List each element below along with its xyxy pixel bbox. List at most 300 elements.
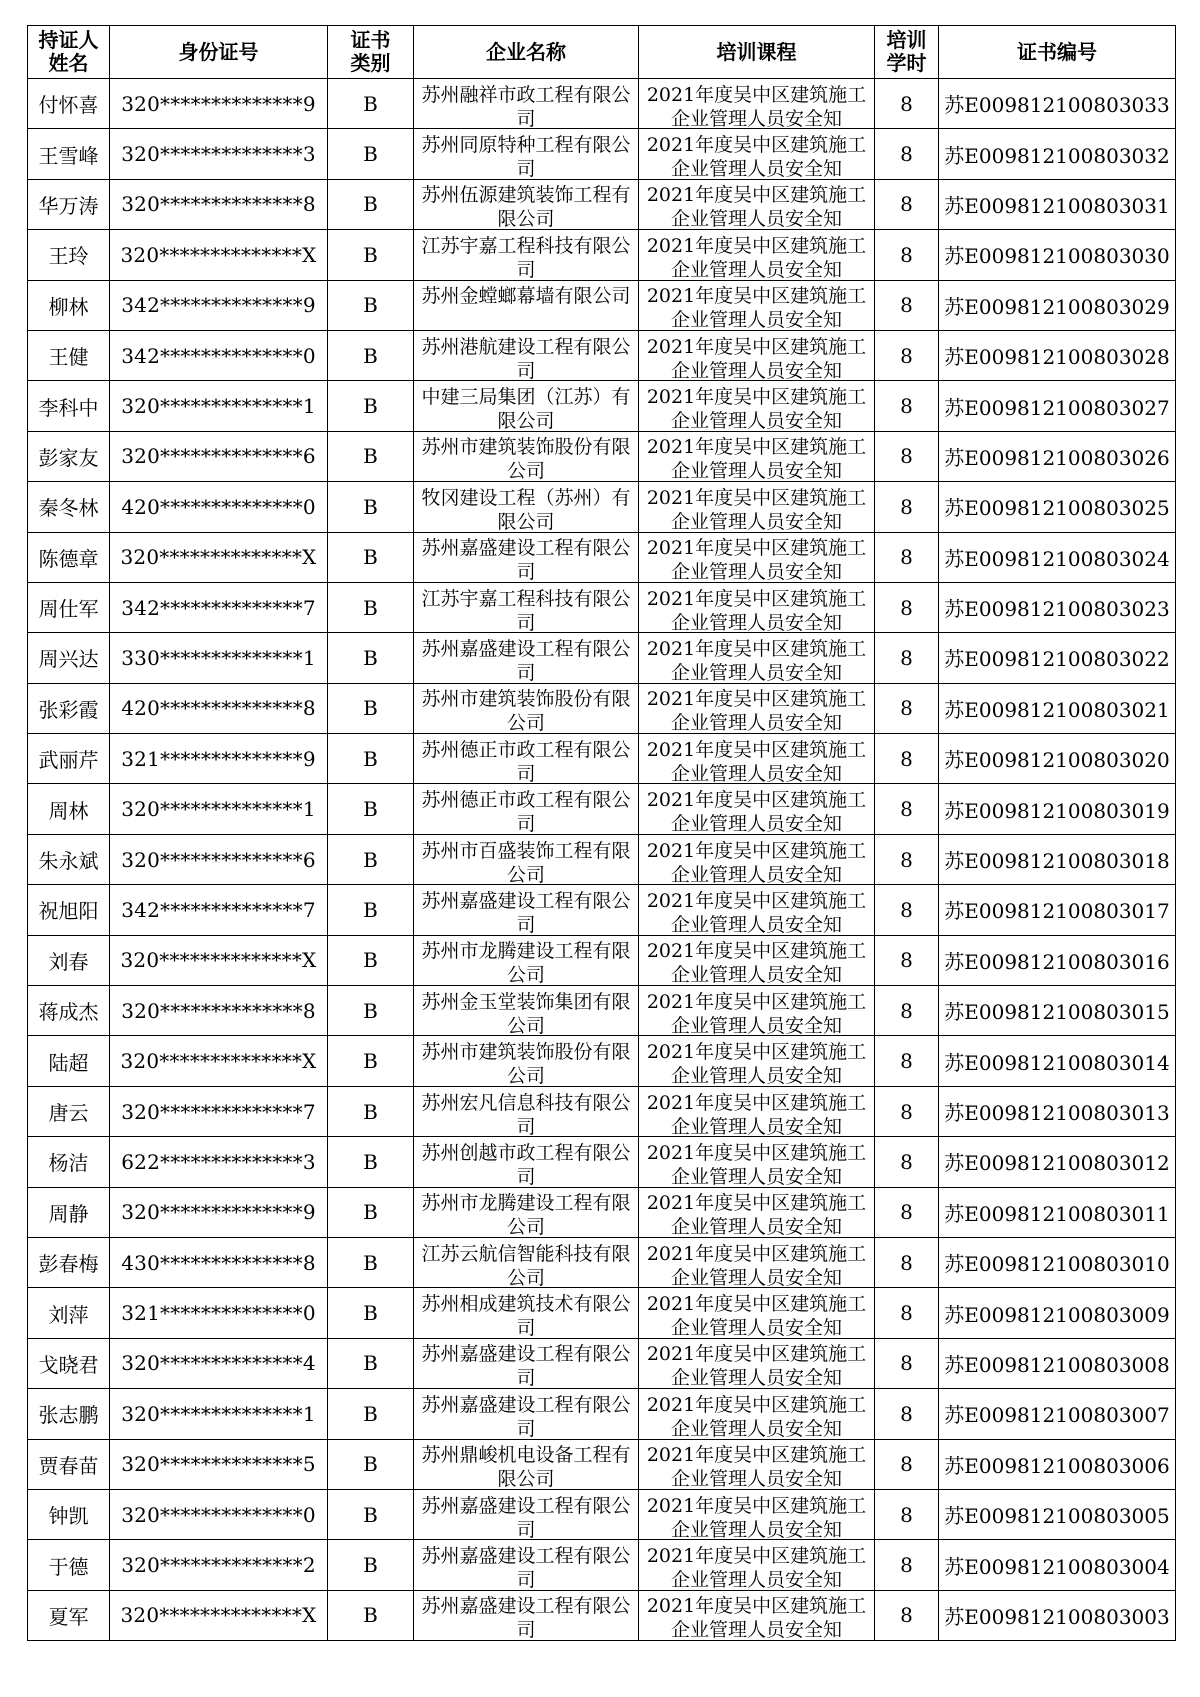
table-row [28, 280, 1176, 330]
company-cell-text: 苏州市龙腾建设工程有限公司 [421, 940, 631, 984]
cert-number-cell: 苏E009812100803015 [939, 986, 1176, 1036]
id-number-cell: 320**************6 [110, 834, 328, 884]
course-cell-text: 2021年度吴中区建筑施工企业管理人员安全知 [646, 1494, 867, 1538]
table-row [28, 1439, 1176, 1489]
cert-number-cell: 苏E009812100803007 [939, 1389, 1176, 1439]
cert-number-cell: 苏E009812100803023 [939, 582, 1176, 632]
id-number-cell: 320**************1 [110, 784, 328, 834]
cert-number-cell: 苏E009812100803019 [939, 784, 1176, 834]
company-cell-text: 苏州金螳螂幕墙有限公司 [421, 285, 631, 308]
hours-cell: 8 [875, 1288, 939, 1338]
hours-cell: 8 [875, 633, 939, 683]
course-cell [639, 1338, 875, 1388]
holder-name-cell: 彭家友 [28, 431, 110, 481]
course-cell [639, 683, 875, 733]
table-row [28, 986, 1176, 1036]
id-number-cell: 320**************4 [110, 1338, 328, 1388]
course-cell [639, 280, 875, 330]
id-number-cell: 342**************0 [110, 330, 328, 380]
company-cell [414, 230, 639, 280]
hours-cell: 8 [875, 79, 939, 129]
course-cell [639, 986, 875, 1036]
table-row [28, 834, 1176, 884]
company-cell-text: 苏州融祥市政工程有限公司 [421, 83, 631, 127]
course-cell [639, 482, 875, 532]
cert-number-cell: 苏E009812100803010 [939, 1237, 1176, 1287]
cert-type-cell: B [328, 784, 414, 834]
cert-number-cell: 苏E009812100803011 [939, 1187, 1176, 1237]
hours-cell: 8 [875, 1590, 939, 1640]
course-cell-text: 2021年度吴中区建筑施工企业管理人员安全知 [646, 688, 867, 732]
cert-type-cell: B [328, 431, 414, 481]
certificate-table [27, 25, 1176, 1641]
cert-number-cell: 苏E009812100803005 [939, 1489, 1176, 1539]
course-cell [639, 582, 875, 632]
course-cell [639, 330, 875, 380]
company-cell [414, 280, 639, 330]
id-number-cell: 321**************0 [110, 1288, 328, 1338]
id-number-cell: 320**************3 [110, 129, 328, 179]
company-cell-text: 苏州同原特种工程有限公司 [421, 134, 631, 178]
holder-name-cell: 贾春苗 [28, 1439, 110, 1489]
hours-cell: 8 [875, 230, 939, 280]
id-number-cell: 320**************X [110, 935, 328, 985]
cert-type-cell: B [328, 1036, 414, 1086]
company-cell-text: 苏州嘉盛建设工程有限公司 [421, 1545, 631, 1589]
table-row [28, 1086, 1176, 1136]
table-row [28, 532, 1176, 582]
course-cell-text: 2021年度吴中区建筑施工企业管理人员安全知 [646, 940, 867, 984]
id-number-cell: 342**************7 [110, 885, 328, 935]
course-cell-text: 2021年度吴中区建筑施工企业管理人员安全知 [646, 738, 867, 782]
holder-name-cell: 朱永斌 [28, 834, 110, 884]
col-header-holder-name: 持证人姓名 [28, 26, 110, 79]
header-row [28, 26, 1176, 79]
company-cell [414, 1540, 639, 1590]
id-number-cell: 320**************8 [110, 179, 328, 229]
table-row [28, 683, 1176, 733]
id-number-cell: 420**************0 [110, 482, 328, 532]
course-cell [639, 1439, 875, 1489]
company-cell [414, 381, 639, 431]
holder-name-cell: 彭春梅 [28, 1237, 110, 1287]
id-number-cell: 622**************3 [110, 1137, 328, 1187]
id-number-cell: 320**************X [110, 230, 328, 280]
course-cell-text: 2021年度吴中区建筑施工企业管理人员安全知 [646, 1041, 867, 1085]
table-row [28, 1489, 1176, 1539]
table-row [28, 179, 1176, 229]
cert-type-cell: B [328, 129, 414, 179]
company-cell [414, 582, 639, 632]
company-cell-text: 中建三局集团（江苏）有限公司 [421, 386, 631, 430]
hours-cell: 8 [875, 129, 939, 179]
table-row [28, 734, 1176, 784]
company-cell-text: 苏州伍源建筑装饰工程有限公司 [421, 184, 631, 228]
holder-name-cell: 周林 [28, 784, 110, 834]
course-cell [639, 784, 875, 834]
table-row [28, 230, 1176, 280]
company-cell [414, 330, 639, 380]
holder-name-cell: 周仕军 [28, 582, 110, 632]
cert-number-cell: 苏E009812100803028 [939, 330, 1176, 380]
cert-type-cell: B [328, 1288, 414, 1338]
cert-number-cell: 苏E009812100803014 [939, 1036, 1176, 1086]
company-cell-text: 苏州市建筑装饰股份有限公司 [421, 1041, 631, 1085]
company-cell [414, 784, 639, 834]
company-cell-text: 苏州德正市政工程有限公司 [421, 738, 631, 782]
cert-number-cell: 苏E009812100803016 [939, 935, 1176, 985]
company-cell [414, 532, 639, 582]
hours-cell: 8 [875, 1036, 939, 1086]
course-cell-text: 2021年度吴中区建筑施工企业管理人员安全知 [646, 436, 867, 480]
id-number-cell: 321**************9 [110, 734, 328, 784]
hours-cell: 8 [875, 482, 939, 532]
table-row [28, 1338, 1176, 1388]
course-cell-text: 2021年度吴中区建筑施工企业管理人员安全知 [646, 83, 867, 127]
holder-name-cell: 杨洁 [28, 1137, 110, 1187]
id-number-cell: 330**************1 [110, 633, 328, 683]
company-cell [414, 834, 639, 884]
course-cell [639, 1590, 875, 1640]
company-cell [414, 482, 639, 532]
holder-name-cell: 张彩霞 [28, 683, 110, 733]
cert-number-cell: 苏E009812100803029 [939, 280, 1176, 330]
table-row [28, 1389, 1176, 1439]
table-row [28, 885, 1176, 935]
company-cell [414, 1338, 639, 1388]
course-cell-text: 2021年度吴中区建筑施工企业管理人员安全知 [646, 335, 867, 379]
holder-name-cell: 李科中 [28, 381, 110, 431]
company-cell-text: 苏州相成建筑技术有限公司 [421, 1293, 631, 1337]
company-cell-text: 苏州鼎峻机电设备工程有限公司 [421, 1444, 631, 1488]
table-row [28, 1036, 1176, 1086]
cert-type-cell: B [328, 482, 414, 532]
course-cell [639, 1187, 875, 1237]
cert-type-cell: B [328, 986, 414, 1036]
course-cell-text: 2021年度吴中区建筑施工企业管理人员安全知 [646, 1444, 867, 1488]
course-cell-text: 2021年度吴中区建筑施工企业管理人员安全知 [646, 839, 867, 883]
company-cell [414, 1237, 639, 1287]
cert-type-cell: B [328, 1237, 414, 1287]
holder-name-cell: 华万涛 [28, 179, 110, 229]
id-number-cell: 320**************9 [110, 79, 328, 129]
company-cell-text: 苏州嘉盛建设工程有限公司 [421, 637, 631, 681]
certificate-sheet [27, 25, 1176, 1641]
course-cell-text: 2021年度吴中区建筑施工企业管理人员安全知 [646, 386, 867, 430]
company-cell [414, 885, 639, 935]
company-cell [414, 683, 639, 733]
hours-cell: 8 [875, 381, 939, 431]
cert-type-cell: B [328, 582, 414, 632]
id-number-cell: 320**************7 [110, 1086, 328, 1136]
cert-type-cell: B [328, 935, 414, 985]
company-cell [414, 1389, 639, 1439]
cert-number-cell: 苏E009812100803020 [939, 734, 1176, 784]
holder-name-cell: 钟凯 [28, 1489, 110, 1539]
holder-name-cell: 周兴达 [28, 633, 110, 683]
company-cell-text: 苏州嘉盛建设工程有限公司 [421, 1494, 631, 1538]
hours-cell: 8 [875, 582, 939, 632]
cert-type-cell: B [328, 1489, 414, 1539]
table-row [28, 784, 1176, 834]
course-cell [639, 1137, 875, 1187]
holder-name-cell: 武丽芹 [28, 734, 110, 784]
company-cell-text: 苏州嘉盛建设工程有限公司 [421, 1393, 631, 1437]
col-header-cert-number: 证书编号 [939, 26, 1176, 79]
cert-type-cell: B [328, 1439, 414, 1489]
col-header-cert-type: 证书类别 [328, 26, 414, 79]
id-number-cell: 320**************1 [110, 1389, 328, 1439]
cert-type-cell: B [328, 1389, 414, 1439]
hours-cell: 8 [875, 179, 939, 229]
course-cell [639, 834, 875, 884]
company-cell [414, 1590, 639, 1640]
table-row [28, 79, 1176, 129]
course-cell-text: 2021年度吴中区建筑施工企业管理人员安全知 [646, 789, 867, 833]
course-cell [639, 179, 875, 229]
hours-cell: 8 [875, 1540, 939, 1590]
course-cell [639, 885, 875, 935]
id-number-cell: 320**************6 [110, 431, 328, 481]
company-cell-text: 苏州德正市政工程有限公司 [421, 789, 631, 833]
hours-cell: 8 [875, 532, 939, 582]
holder-name-cell: 秦冬林 [28, 482, 110, 532]
company-cell-text: 苏州嘉盛建设工程有限公司 [421, 1343, 631, 1387]
course-cell-text: 2021年度吴中区建筑施工企业管理人员安全知 [646, 1091, 867, 1135]
company-cell [414, 1439, 639, 1489]
course-cell [639, 1086, 875, 1136]
id-number-cell: 320**************1 [110, 381, 328, 431]
table-row [28, 1137, 1176, 1187]
hours-cell: 8 [875, 834, 939, 884]
cert-type-cell: B [328, 1590, 414, 1640]
company-cell-text: 苏州市建筑装饰股份有限公司 [421, 436, 631, 480]
cert-number-cell: 苏E009812100803004 [939, 1540, 1176, 1590]
holder-name-cell: 付怀喜 [28, 79, 110, 129]
course-cell-text: 2021年度吴中区建筑施工企业管理人员安全知 [646, 1393, 867, 1437]
course-cell-text: 2021年度吴中区建筑施工企业管理人员安全知 [646, 1293, 867, 1337]
cert-number-cell: 苏E009812100803026 [939, 431, 1176, 481]
cert-number-cell: 苏E009812100803008 [939, 1338, 1176, 1388]
company-cell-text: 苏州市百盛装饰工程有限公司 [421, 839, 631, 883]
id-number-cell: 320**************X [110, 1036, 328, 1086]
cert-type-cell: B [328, 280, 414, 330]
course-cell [639, 230, 875, 280]
cert-type-cell: B [328, 381, 414, 431]
cert-number-cell: 苏E009812100803018 [939, 834, 1176, 884]
hours-cell: 8 [875, 1338, 939, 1388]
holder-name-cell: 柳林 [28, 280, 110, 330]
course-cell-text: 2021年度吴中区建筑施工企业管理人员安全知 [646, 285, 867, 329]
cert-type-cell: B [328, 885, 414, 935]
cert-number-cell: 苏E009812100803013 [939, 1086, 1176, 1136]
hours-cell: 8 [875, 734, 939, 784]
table-row [28, 381, 1176, 431]
hours-cell: 8 [875, 1237, 939, 1287]
course-cell-text: 2021年度吴中区建筑施工企业管理人员安全知 [646, 1545, 867, 1589]
company-cell-text: 江苏宇嘉工程科技有限公司 [421, 587, 631, 631]
company-cell [414, 431, 639, 481]
company-cell-text: 苏州嘉盛建设工程有限公司 [421, 889, 631, 933]
company-cell-text: 苏州市龙腾建设工程有限公司 [421, 1192, 631, 1236]
course-cell [639, 1540, 875, 1590]
cert-type-cell: B [328, 633, 414, 683]
table-row [28, 582, 1176, 632]
company-cell-text: 苏州创越市政工程有限公司 [421, 1141, 631, 1185]
table-row [28, 1187, 1176, 1237]
cert-type-cell: B [328, 330, 414, 380]
cert-number-cell: 苏E009812100803012 [939, 1137, 1176, 1187]
id-number-cell: 320**************0 [110, 1489, 328, 1539]
id-number-cell: 430**************8 [110, 1237, 328, 1287]
holder-name-cell: 张志鹏 [28, 1389, 110, 1439]
cert-number-cell: 苏E009812100803017 [939, 885, 1176, 935]
table-row [28, 1237, 1176, 1287]
col-header-id-number: 身份证号 [110, 26, 328, 79]
cert-type-cell: B [328, 230, 414, 280]
company-cell-text: 苏州港航建设工程有限公司 [421, 335, 631, 379]
course-cell [639, 1288, 875, 1338]
course-cell-text: 2021年度吴中区建筑施工企业管理人员安全知 [646, 637, 867, 681]
hours-cell: 8 [875, 1489, 939, 1539]
course-cell [639, 129, 875, 179]
company-cell [414, 79, 639, 129]
course-cell [639, 381, 875, 431]
id-number-cell: 320**************5 [110, 1439, 328, 1489]
cert-number-cell: 苏E009812100803003 [939, 1590, 1176, 1640]
cert-type-cell: B [328, 179, 414, 229]
course-cell-text: 2021年度吴中区建筑施工企业管理人员安全知 [646, 234, 867, 278]
course-cell-text: 2021年度吴中区建筑施工企业管理人员安全知 [646, 1141, 867, 1185]
company-cell [414, 1288, 639, 1338]
company-cell-text: 苏州金玉堂装饰集团有限公司 [421, 990, 631, 1034]
hours-cell: 8 [875, 1389, 939, 1439]
table-row [28, 482, 1176, 532]
company-cell-text: 苏州市建筑装饰股份有限公司 [421, 688, 631, 732]
holder-name-cell: 夏军 [28, 1590, 110, 1640]
holder-name-cell: 王玲 [28, 230, 110, 280]
course-cell-text: 2021年度吴中区建筑施工企业管理人员安全知 [646, 990, 867, 1034]
course-cell-text: 2021年度吴中区建筑施工企业管理人员安全知 [646, 889, 867, 933]
cert-number-cell: 苏E009812100803006 [939, 1439, 1176, 1489]
holder-name-cell: 王健 [28, 330, 110, 380]
hours-cell: 8 [875, 330, 939, 380]
company-cell-text: 苏州宏凡信息科技有限公司 [421, 1091, 631, 1135]
id-number-cell: 320**************8 [110, 986, 328, 1036]
id-number-cell: 342**************7 [110, 582, 328, 632]
cert-number-cell: 苏E009812100803009 [939, 1288, 1176, 1338]
id-number-cell: 320**************9 [110, 1187, 328, 1237]
cert-number-cell: 苏E009812100803032 [939, 129, 1176, 179]
hours-cell: 8 [875, 784, 939, 834]
cert-type-cell: B [328, 532, 414, 582]
cert-type-cell: B [328, 834, 414, 884]
table-row [28, 935, 1176, 985]
course-cell-text: 2021年度吴中区建筑施工企业管理人员安全知 [646, 134, 867, 178]
company-cell [414, 1086, 639, 1136]
id-number-cell: 342**************9 [110, 280, 328, 330]
cert-type-cell: B [328, 1086, 414, 1136]
holder-name-cell: 刘萍 [28, 1288, 110, 1338]
holder-name-cell: 戈晓君 [28, 1338, 110, 1388]
cert-type-cell: B [328, 1540, 414, 1590]
cert-number-cell: 苏E009812100803022 [939, 633, 1176, 683]
company-cell [414, 935, 639, 985]
course-cell [639, 1489, 875, 1539]
cert-type-cell: B [328, 79, 414, 129]
table-row [28, 1288, 1176, 1338]
holder-name-cell: 唐云 [28, 1086, 110, 1136]
cert-number-cell: 苏E009812100803033 [939, 79, 1176, 129]
hours-cell: 8 [875, 1086, 939, 1136]
hours-cell: 8 [875, 1439, 939, 1489]
table-row [28, 1540, 1176, 1590]
cert-type-cell: B [328, 1187, 414, 1237]
course-cell [639, 734, 875, 784]
table-row [28, 1590, 1176, 1640]
table-row [28, 633, 1176, 683]
company-cell [414, 734, 639, 784]
hours-cell: 8 [875, 935, 939, 985]
course-cell [639, 532, 875, 582]
cert-number-cell: 苏E009812100803024 [939, 532, 1176, 582]
cert-number-cell: 苏E009812100803021 [939, 683, 1176, 733]
cert-type-cell: B [328, 1338, 414, 1388]
cert-number-cell: 苏E009812100803025 [939, 482, 1176, 532]
company-cell-text: 苏州嘉盛建设工程有限公司 [421, 1595, 631, 1639]
holder-name-cell: 王雪峰 [28, 129, 110, 179]
company-cell [414, 1036, 639, 1086]
course-cell-text: 2021年度吴中区建筑施工企业管理人员安全知 [646, 1595, 867, 1639]
course-cell [639, 79, 875, 129]
course-cell [639, 1036, 875, 1086]
cert-number-cell: 苏E009812100803031 [939, 179, 1176, 229]
cert-type-cell: B [328, 1137, 414, 1187]
cert-type-cell: B [328, 683, 414, 733]
table-row [28, 330, 1176, 380]
col-header-company: 企业名称 [414, 26, 639, 79]
course-cell-text: 2021年度吴中区建筑施工企业管理人员安全知 [646, 1192, 867, 1236]
course-cell-text: 2021年度吴中区建筑施工企业管理人员安全知 [646, 587, 867, 631]
company-cell-text: 苏州嘉盛建设工程有限公司 [421, 537, 631, 581]
course-cell [639, 1389, 875, 1439]
holder-name-cell: 蒋成杰 [28, 986, 110, 1036]
holder-name-cell: 周静 [28, 1187, 110, 1237]
company-cell [414, 986, 639, 1036]
id-number-cell: 420**************8 [110, 683, 328, 733]
holder-name-cell: 刘春 [28, 935, 110, 985]
hours-cell: 8 [875, 280, 939, 330]
cert-number-cell: 苏E009812100803027 [939, 381, 1176, 431]
course-cell-text: 2021年度吴中区建筑施工企业管理人员安全知 [646, 1343, 867, 1387]
course-cell-text: 2021年度吴中区建筑施工企业管理人员安全知 [646, 1242, 867, 1286]
hours-cell: 8 [875, 986, 939, 1036]
company-cell-text: 牧冈建设工程（苏州）有限公司 [421, 486, 631, 530]
table-row [28, 431, 1176, 481]
table-body [28, 79, 1176, 1641]
cert-type-cell: B [328, 734, 414, 784]
table-row [28, 129, 1176, 179]
hours-cell: 8 [875, 1137, 939, 1187]
cert-number-cell: 苏E009812100803030 [939, 230, 1176, 280]
course-cell [639, 431, 875, 481]
course-cell-text: 2021年度吴中区建筑施工企业管理人员安全知 [646, 486, 867, 530]
id-number-cell: 320**************X [110, 532, 328, 582]
holder-name-cell: 陆超 [28, 1036, 110, 1086]
col-header-hours: 培训学时 [875, 26, 939, 79]
course-cell-text: 2021年度吴中区建筑施工企业管理人员安全知 [646, 184, 867, 228]
company-cell [414, 1187, 639, 1237]
